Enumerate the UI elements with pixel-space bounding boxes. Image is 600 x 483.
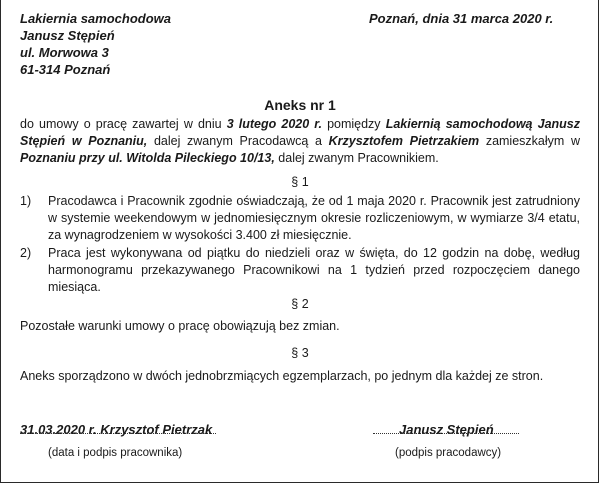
list-item-text: Praca jest wykonywana od piątku do niedzieli oraz w święta, do 12 godzin na dobę, według harmonogramu przekazywanego Pracownikowi na 1 tydzień przed rozpoczęciem danego miesiąca.	[48, 245, 580, 295]
sender-company: Lakiernia samochodowa	[20, 11, 171, 26]
sender-block	[20, 10, 171, 78]
employee-address: Poznaniu przy ul. Witolda Pileckiego 10/13,	[20, 151, 275, 166]
list-item-number: 2)	[20, 245, 32, 260]
intro-text-5: dalej zwanym Pracownikiem.	[274, 151, 439, 166]
sender-city: 61-314 Poznań	[20, 62, 111, 77]
intro-paragraph	[20, 116, 580, 168]
employer-signature-dots	[373, 433, 519, 434]
section-1-heading: § 1	[291, 175, 309, 189]
contract-date: 3 lutego 2020 r.	[226, 117, 322, 131]
employee-signature-caption: (data i podpis pracownika)	[48, 447, 183, 459]
employer-name: Lakiernią samochodową Janusz Stępień w Poznaniu,	[20, 117, 580, 149]
section-1-list	[20, 193, 580, 296]
list-item-text: Pracodawca i Pracownik zgodnie oświadczają, że od 1 maja 2020 r. Pracownik jest zatrudniony w systemie weekendowym w jednomiesięcznym okresie rozliczeniowym, w wymiarze 3/4 etatu, za wynagrodzeniem w wysokości 3.400 zł miesięcznie.	[48, 194, 580, 243]
list-item	[20, 193, 580, 245]
intro-text-4: zamieszkałym w	[479, 134, 581, 149]
section-3-text: Aneks sporządzono w dwóch jednobrzmiących egzemplarzach, po jednym dla każdej ze stron.	[20, 369, 544, 383]
sender-street: ul. Morwowa 3	[20, 45, 109, 60]
employer-signature-caption: (podpis pracodawcy)	[395, 447, 502, 459]
list-item	[20, 245, 580, 297]
place-and-date: Poznań, dnia 31 marca 2020 r.	[369, 11, 554, 26]
employee-name: Krzysztofem Pietrzakiem	[328, 134, 480, 149]
section-2-text: Pozostałe warunki umowy o pracę obowiązują bez zmian.	[20, 319, 340, 333]
section-3-heading: § 3	[291, 346, 309, 360]
employee-signature-line: 31.03.2020 r. Krzysztof Pietrzak	[20, 422, 213, 437]
employer-signature-line: Janusz Stępień	[399, 422, 494, 437]
sender-owner: Janusz Stępień	[20, 28, 115, 43]
intro-text-2: pomiędzy	[321, 117, 386, 131]
intro-text-3: dalej zwanym Pracodawcą a	[147, 134, 329, 149]
list-item-number: 1)	[20, 194, 32, 208]
document-title: Aneks nr 1	[264, 97, 336, 113]
intro-text-1: do umowy o pracę zawartej w dniu	[20, 117, 227, 131]
employee-signature-dots	[20, 433, 216, 434]
section-2-heading: § 2	[291, 297, 309, 311]
